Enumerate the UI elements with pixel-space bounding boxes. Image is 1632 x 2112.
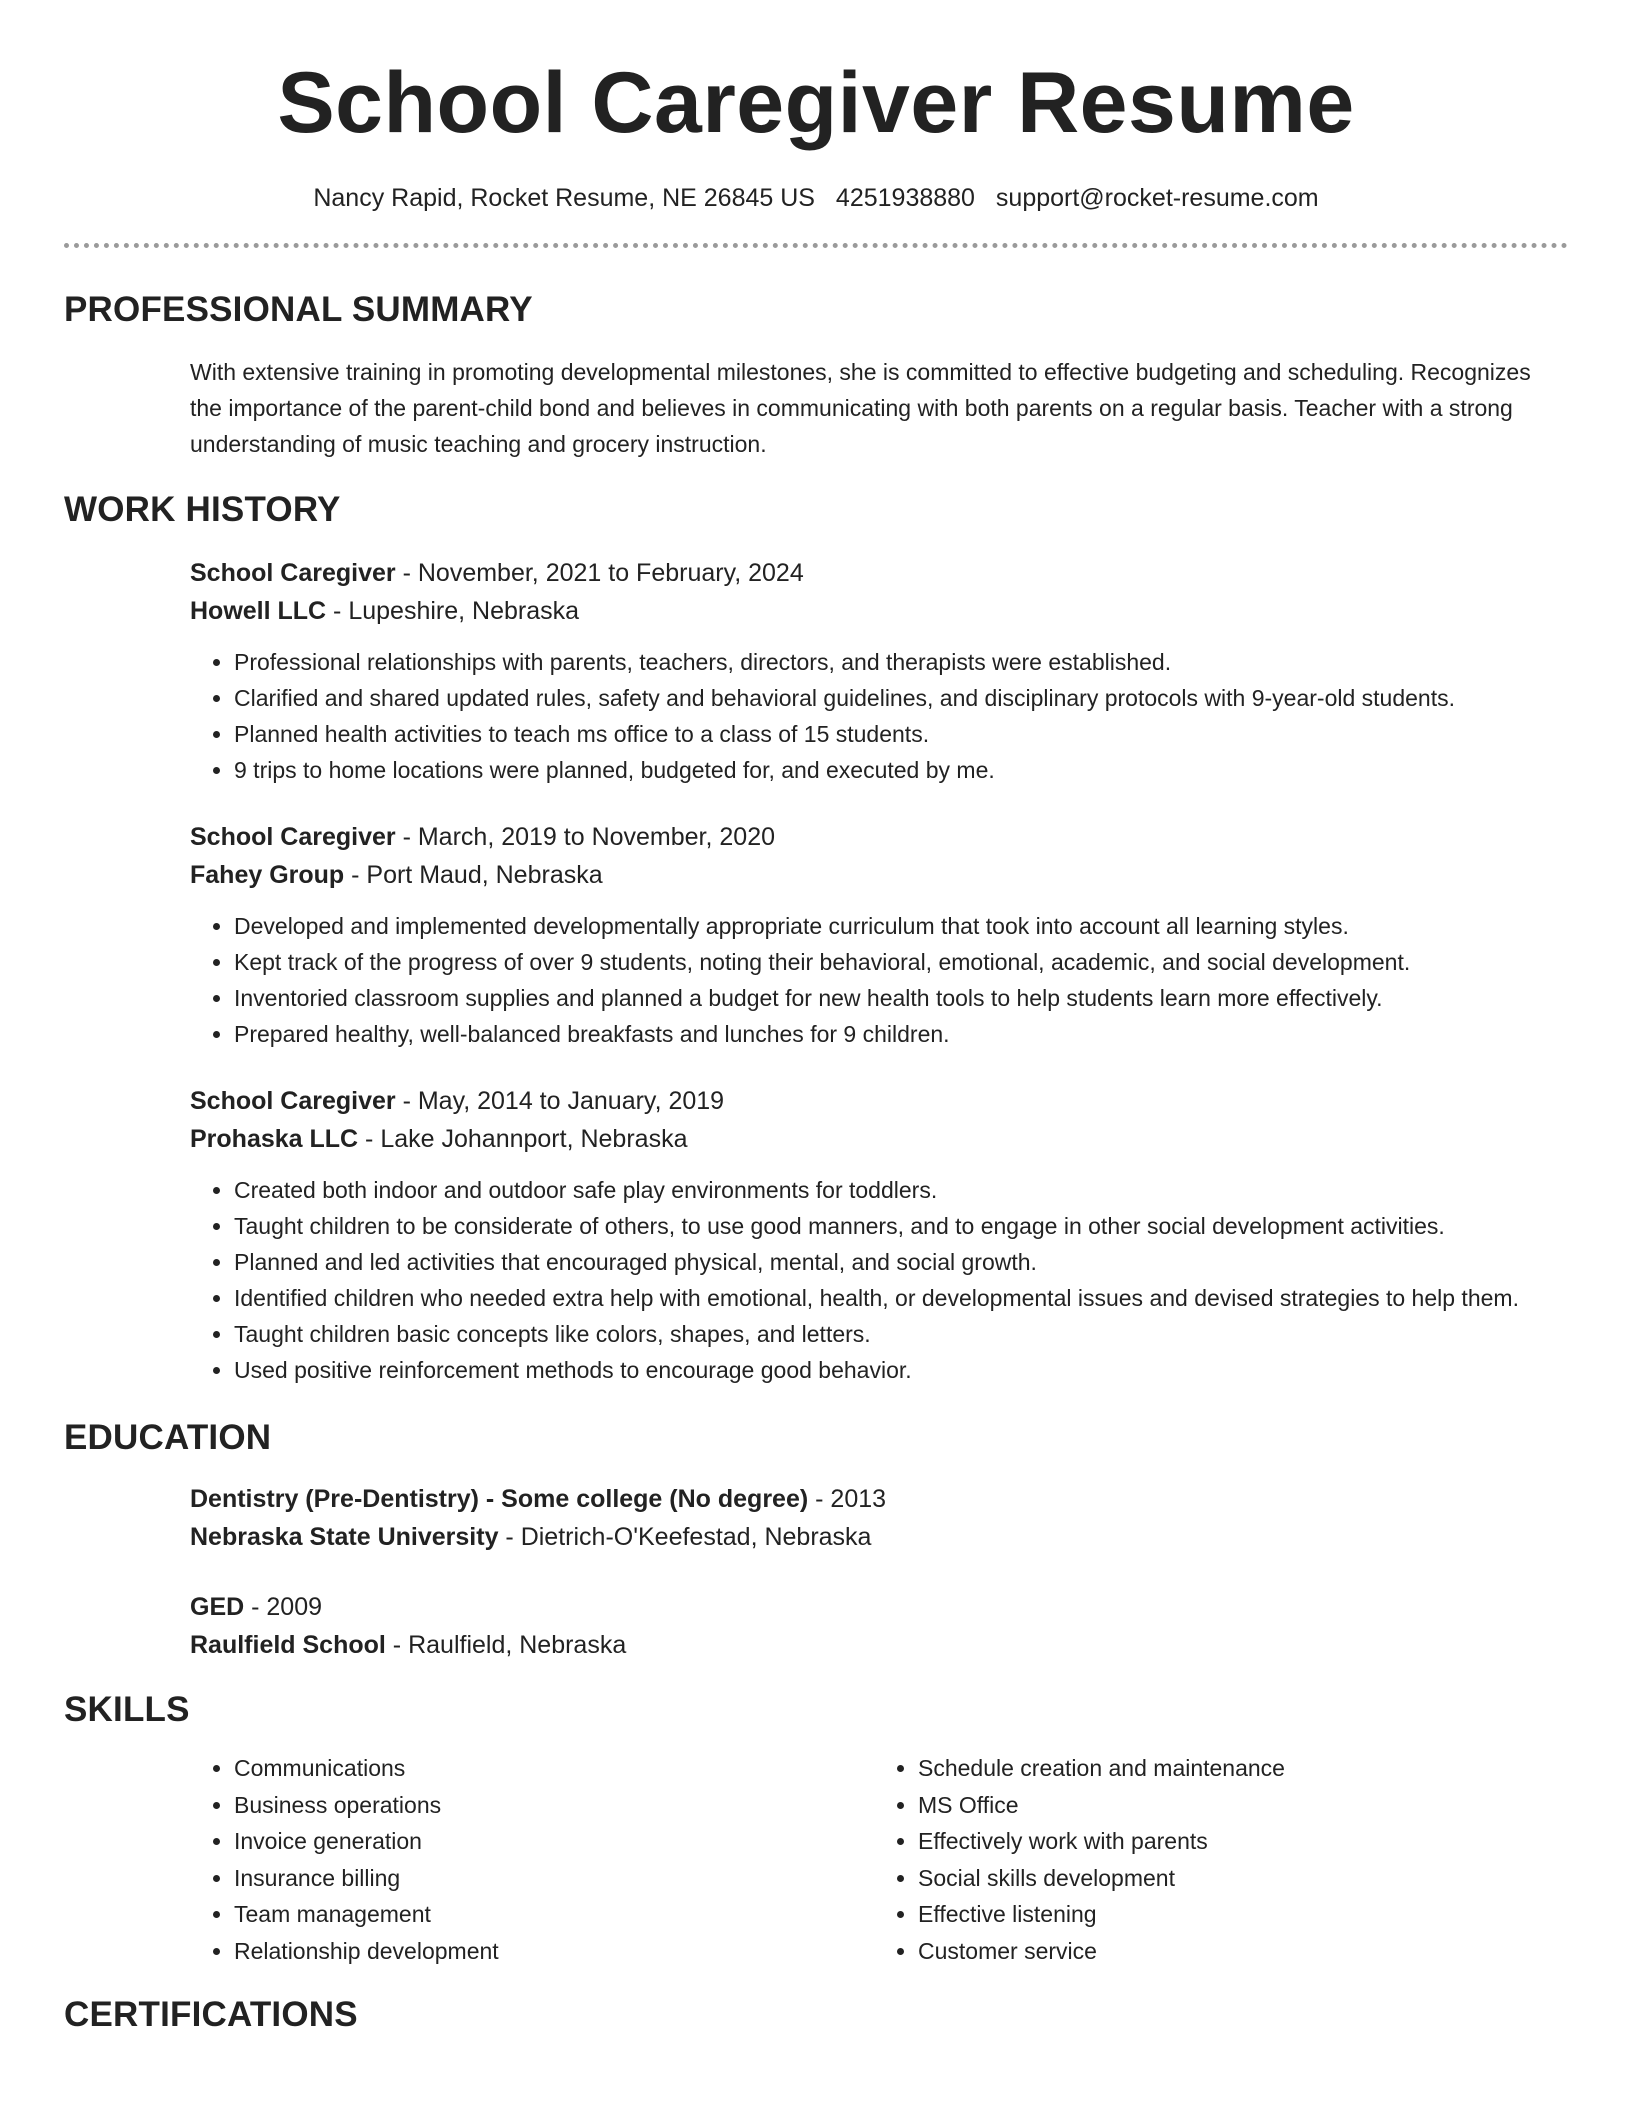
list-item: • Social skills development bbox=[918, 1860, 1558, 1897]
job-dates: - November, 2021 to February, 2024 bbox=[395, 559, 804, 587]
education-location: - Raulfield, Nebraska bbox=[385, 1631, 627, 1659]
list-item: • Professional relationships with parents, teachers, directors, and therapists were established. bbox=[234, 644, 1568, 680]
education-degree-line bbox=[190, 1588, 1568, 1626]
education-year: - 2013 bbox=[808, 1485, 887, 1513]
list-item: • Taught children to be considerate of others, to use good manners, and to engage in other social development activities. bbox=[234, 1208, 1568, 1244]
job-company: Fahey Group bbox=[190, 861, 345, 889]
list-item: • Planned health activities to teach ms office to a class of 15 students. bbox=[234, 716, 1568, 752]
education-school: Nebraska State University bbox=[190, 1523, 499, 1551]
education-school-line bbox=[190, 1626, 1568, 1664]
education-section bbox=[64, 1418, 1568, 1664]
job-title: School Caregiver bbox=[190, 1087, 396, 1115]
job-location: - Port Maud, Nebraska bbox=[344, 861, 603, 889]
list-item: • Schedule creation and maintenance bbox=[918, 1750, 1558, 1787]
job-dates: - May, 2014 to January, 2019 bbox=[395, 1087, 725, 1115]
job-company-line bbox=[190, 856, 1568, 894]
job-location: - Lake Johannport, Nebraska bbox=[358, 1125, 688, 1153]
job-company: Howell LLC bbox=[190, 597, 327, 625]
education-location: - Dietrich-O'Keefestad, Nebraska bbox=[498, 1523, 872, 1551]
job-company-line bbox=[190, 1120, 1568, 1158]
skills-right-column bbox=[874, 1750, 1558, 1969]
list-item: • Business operations bbox=[234, 1787, 874, 1824]
education-school: Raulfield School bbox=[190, 1631, 386, 1659]
list-item: • Customer service bbox=[918, 1933, 1558, 1970]
job-title: School Caregiver bbox=[190, 559, 396, 587]
skills-section bbox=[64, 1690, 1568, 1969]
contact-line bbox=[64, 184, 1568, 213]
contact-address: Nancy Rapid, Rocket Resume, NE 26845 US bbox=[313, 184, 815, 212]
resume-title: School Caregiver Resume bbox=[277, 55, 1355, 151]
education-heading: EDUCATION bbox=[64, 1418, 272, 1457]
list-item: • 9 trips to home locations were planned, budgeted for, and executed by me. bbox=[234, 752, 1568, 788]
education-degree-line bbox=[190, 1480, 1568, 1518]
education-entry bbox=[190, 1588, 1568, 1664]
contact-phone: 4251938880 bbox=[835, 184, 975, 212]
list-item: • MS Office bbox=[918, 1787, 1558, 1824]
job-dates: - March, 2019 to November, 2020 bbox=[395, 823, 776, 851]
list-item: • Developed and implemented developmentally appropriate curriculum that took into account all learning styles. bbox=[234, 908, 1568, 944]
list-item: • Team management bbox=[234, 1896, 874, 1933]
job-bullets bbox=[190, 908, 1568, 1052]
job-bullets bbox=[190, 1172, 1568, 1388]
job-title-line bbox=[190, 1082, 1568, 1120]
work-history-section bbox=[64, 490, 1568, 1388]
job-company: Prohaska LLC bbox=[190, 1125, 359, 1153]
dotted-divider bbox=[64, 243, 1568, 248]
list-item: • Prepared healthy, well-balanced breakfasts and lunches for 9 children. bbox=[234, 1016, 1568, 1052]
contact-email: support@rocket-resume.com bbox=[995, 184, 1319, 212]
skills-heading: SKILLS bbox=[64, 1690, 190, 1729]
list-item: • Insurance billing bbox=[234, 1860, 874, 1897]
certifications-heading: CERTIFICATIONS bbox=[64, 1995, 358, 2034]
list-item: • Kept track of the progress of over 9 students, noting their behavioral, emotional, academic, and social development. bbox=[234, 944, 1568, 980]
list-item: • Identified children who needed extra help with emotional, health, or developmental issues and devised strategies to help them. bbox=[234, 1280, 1568, 1316]
education-school-line bbox=[190, 1518, 1568, 1556]
job-entry bbox=[190, 818, 1568, 1052]
education-year: - 2009 bbox=[244, 1593, 323, 1621]
list-item: • Effectively work with parents bbox=[918, 1823, 1558, 1860]
skills-columns bbox=[190, 1750, 1568, 1969]
list-item: • Clarified and shared updated rules, safety and behavioral guidelines, and disciplinary protocols with 9-year-old students. bbox=[234, 680, 1568, 716]
list-item: • Invoice generation bbox=[234, 1823, 874, 1860]
skills-left-column bbox=[190, 1750, 874, 1969]
job-location: - Lupeshire, Nebraska bbox=[326, 597, 580, 625]
list-item: • Used positive reinforcement methods to encourage good behavior. bbox=[234, 1352, 1568, 1388]
job-title-line bbox=[190, 818, 1568, 856]
list-item: • Effective listening bbox=[918, 1896, 1558, 1933]
job-entry bbox=[190, 554, 1568, 788]
list-item: • Communications bbox=[234, 1750, 874, 1787]
job-bullets bbox=[190, 644, 1568, 788]
education-degree: Dentistry (Pre-Dentistry) - Some college (No degree) bbox=[190, 1485, 809, 1513]
job-title-line bbox=[190, 554, 1568, 592]
job-title: School Caregiver bbox=[190, 823, 396, 851]
list-item: • Planned and led activities that encouraged physical, mental, and social growth. bbox=[234, 1244, 1568, 1280]
education-entry bbox=[190, 1480, 1568, 1556]
job-company-line bbox=[190, 592, 1568, 630]
list-item: • Created both indoor and outdoor safe play environments for toddlers. bbox=[234, 1172, 1568, 1208]
list-item: • Relationship development bbox=[234, 1933, 874, 1970]
certifications-section bbox=[64, 1995, 1568, 2035]
job-entry bbox=[190, 1082, 1568, 1388]
list-item: • Inventoried classroom supplies and planned a budget for new health tools to help students learn more effectively. bbox=[234, 980, 1568, 1016]
list-item: • Taught children basic concepts like colors, shapes, and letters. bbox=[234, 1316, 1568, 1352]
work-history-heading: WORK HISTORY bbox=[64, 490, 341, 529]
education-degree: GED bbox=[190, 1593, 245, 1621]
summary-text: With extensive training in promoting developmental milestones, she is committed to effective budgeting and scheduling. Recognizes the importance of the parent-child bond and believes in communicating with both parents on a regular basis. Teacher with a strong understanding of music teaching and grocery instruction. bbox=[190, 359, 1531, 457]
summary-section bbox=[64, 290, 1568, 462]
summary-heading: PROFESSIONAL SUMMARY bbox=[64, 290, 533, 329]
